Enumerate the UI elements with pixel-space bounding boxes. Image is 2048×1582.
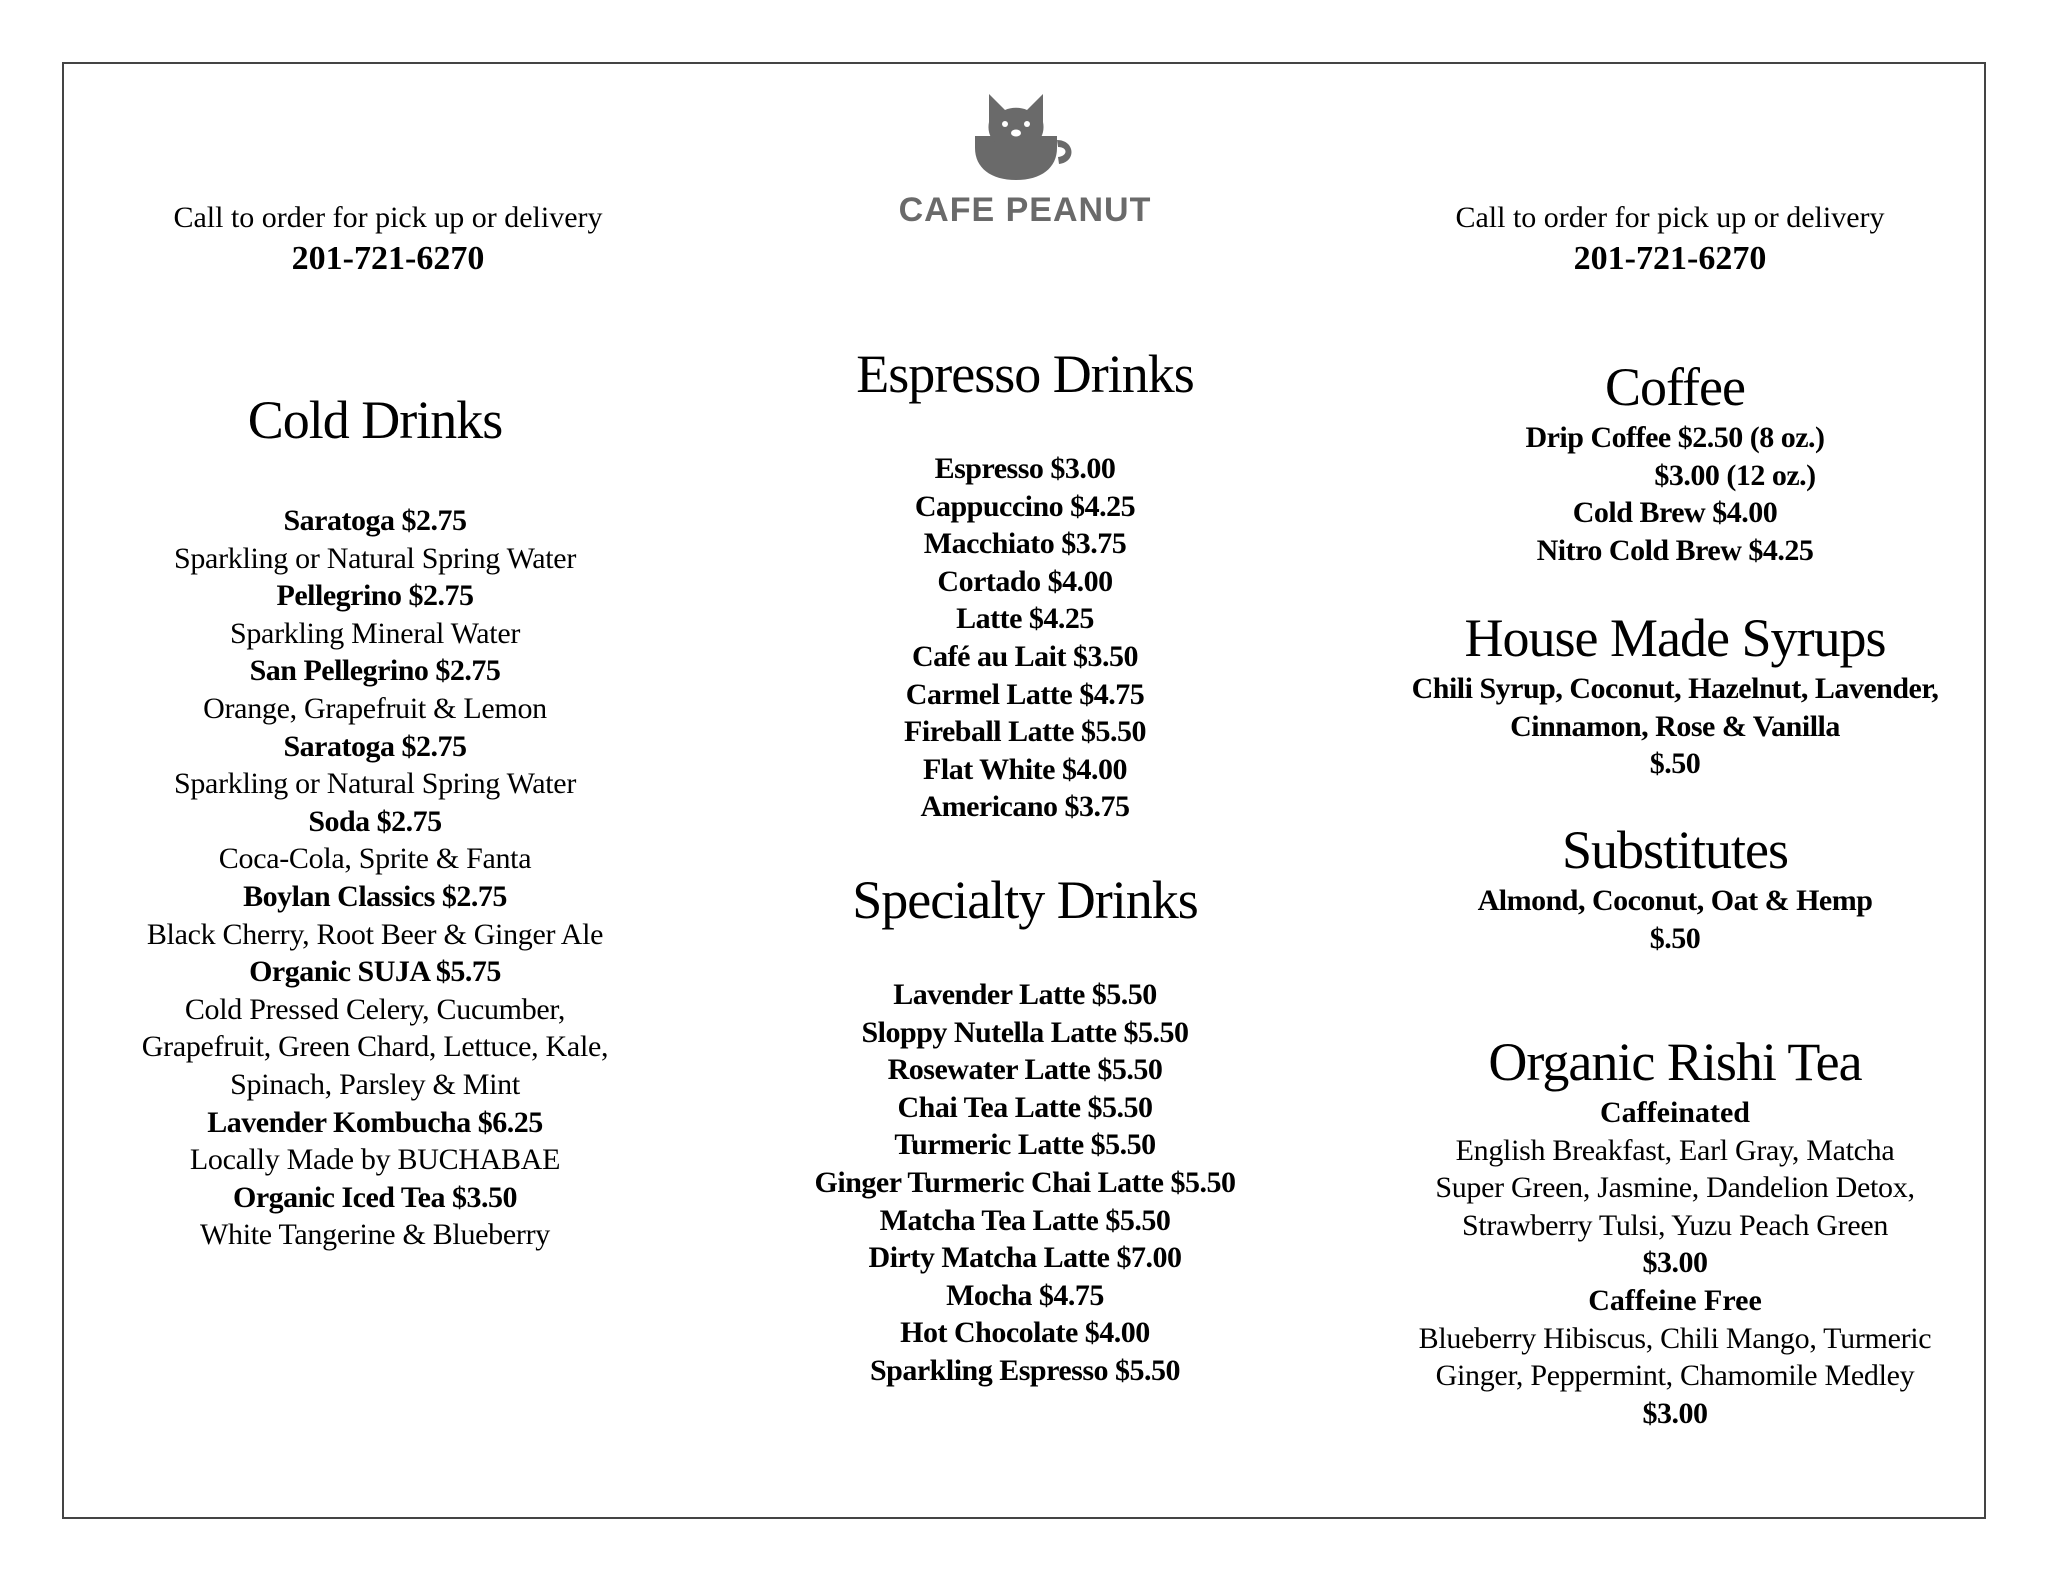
specialty-drinks-title: Specialty Drinks — [852, 870, 1198, 930]
cold-drink-item: Organic SUJA $5.75 — [249, 955, 501, 989]
espresso-drink-item: Latte $4.25 — [956, 602, 1094, 636]
dog-in-cup-logo-icon — [965, 88, 1085, 184]
cold-brew-item: Cold Brew $4.00 — [1572, 496, 1778, 530]
espresso-drinks-title: Espresso Drinks — [856, 344, 1194, 404]
caffeinated-price: $3.00 — [1642, 1246, 1708, 1280]
specialty-drink-item: Matcha Tea Latte $5.50 — [879, 1203, 1171, 1237]
specialty-drink-item: Ginger Turmeric Chai Latte $5.50 — [814, 1165, 1236, 1199]
cold-drink-desc: Coca-Cola, Sprite & Fanta — [218, 842, 532, 876]
contact-left — [88, 198, 688, 280]
cold-drink-desc: Sparkling or Natural Spring Water — [173, 767, 577, 801]
order-call-text: Call to order for pick up or delivery — [1455, 201, 1885, 234]
cold-drink-desc: Black Cherry, Root Beer & Ginger Ale — [146, 917, 604, 951]
specialty-drink-item: Sloppy Nutella Latte $5.50 — [861, 1015, 1189, 1049]
tea-desc-line: Strawberry Tulsi, Yuzu Peach Green — [1461, 1208, 1889, 1242]
substitutes-line: Almond, Coconut, Oat & Hemp — [1477, 884, 1873, 917]
specialty-drink-item: Turmeric Latte $5.50 — [894, 1128, 1156, 1162]
cold-drink-item: Organic Iced Tea $3.50 — [232, 1180, 517, 1214]
espresso-drink-item: Macchiato $3.75 — [923, 527, 1127, 561]
espresso-drink-item: Flat White $4.00 — [923, 752, 1127, 786]
syrups-title: House Made Syrups — [1464, 608, 1886, 668]
espresso-drink-item: Cappuccino $4.25 — [914, 489, 1136, 523]
cold-drink-desc: Orange, Grapefruit & Lemon — [203, 691, 547, 725]
phone-number[interactable]: 201-721-6270 — [291, 240, 485, 277]
caffeine-free-price: $3.00 — [1642, 1396, 1708, 1430]
specialty-drink-item: Sparkling Espresso $5.50 — [869, 1353, 1181, 1387]
cold-drinks-title: Cold Drinks — [247, 390, 503, 450]
brand-logo — [870, 88, 1180, 230]
cold-drink-item: Boylan Classics $2.75 — [243, 879, 507, 913]
cold-drink-item: Saratoga $2.75 — [283, 729, 467, 763]
specialty-drink-item: Chai Tea Latte $5.50 — [897, 1090, 1153, 1124]
cold-drink-item: Lavender Kombucha $6.25 — [207, 1105, 543, 1139]
tea-desc-line: Super Green, Jasmine, Dandelion Detox, — [1435, 1171, 1915, 1205]
brand-name: CAFE PEANUT — [898, 191, 1152, 229]
coffee-title: Coffee — [1605, 357, 1745, 417]
espresso-drink-item: Cortado $4.00 — [937, 564, 1113, 598]
cold-drink-desc: Cold Pressed Celery, Cucumber, — [184, 992, 566, 1026]
cold-drink-desc: White Tangerine & Blueberry — [200, 1218, 550, 1252]
order-call-text: Call to order for pick up or delivery — [173, 201, 603, 234]
tea-desc-line: Ginger, Peppermint, Chamomile Medley — [1435, 1359, 1915, 1393]
cold-drink-desc: Locally Made by BUCHABAE — [189, 1143, 561, 1177]
tea-title: Organic Rishi Tea — [1488, 1032, 1862, 1092]
espresso-drink-item: Carmel Latte $4.75 — [905, 677, 1145, 711]
specialty-drink-item: Mocha $4.75 — [946, 1278, 1104, 1312]
syrups-line: Cinnamon, Rose & Vanilla — [1510, 709, 1840, 743]
tea-desc-line: Blueberry Hibiscus, Chili Mango, Turmeric — [1418, 1321, 1932, 1355]
substitutes-price: $.50 — [1649, 921, 1701, 955]
specialty-drink-item: Hot Chocolate $4.00 — [900, 1316, 1150, 1350]
espresso-drink-item: Americano $3.75 — [920, 790, 1130, 824]
syrups-price: $.50 — [1649, 747, 1701, 781]
espresso-drink-item: Espresso $3.00 — [934, 452, 1116, 485]
specialty-drink-item: Dirty Matcha Latte $7.00 — [868, 1241, 1182, 1275]
drip-coffee-large-item: $3.00 (12 oz.) — [1654, 458, 1816, 492]
substitutes-title: Substitutes — [1561, 820, 1789, 880]
caffeinated-label: Caffeinated — [1600, 1096, 1750, 1129]
espresso-drinks-list — [725, 450, 1325, 826]
cold-drink-desc: Sparkling or Natural Spring Water — [173, 541, 577, 575]
syrups-line: Chili Syrup, Coconut, Hazelnut, Lavender, — [1411, 672, 1939, 705]
cold-drink-desc: Spinach, Parsley & Mint — [230, 1067, 520, 1101]
specialty-drink-item: Lavender Latte $5.50 — [893, 978, 1157, 1011]
coffee-section — [1375, 355, 1975, 569]
cold-drink-desc: Grapefruit, Green Chard, Lettuce, Kale, — [141, 1030, 609, 1064]
espresso-drink-item: Fireball Latte $5.50 — [904, 715, 1146, 749]
specialty-drink-item: Rosewater Latte $5.50 — [887, 1053, 1163, 1087]
drip-coffee-item: Drip Coffee $2.50 (8 oz.) — [1525, 421, 1825, 454]
tea-desc-line: English Breakfast, Earl Gray, Matcha — [1455, 1133, 1895, 1167]
specialty-drinks-list — [725, 976, 1325, 1390]
tea-section — [1375, 1030, 1975, 1432]
cold-drinks-section — [75, 388, 675, 1254]
nitro-cold-brew-item: Nitro Cold Brew $4.25 — [1536, 533, 1814, 567]
espresso-drink-item: Café au Lait $3.50 — [912, 639, 1138, 673]
syrups-section — [1375, 606, 1975, 783]
cold-drinks-list — [75, 502, 675, 1254]
cold-drink-item: San Pellegrino $2.75 — [249, 654, 501, 688]
contact-right — [1370, 198, 1970, 280]
caffeine-free-label: Caffeine Free — [1588, 1283, 1762, 1317]
cold-drink-item: Pellegrino $2.75 — [276, 579, 474, 613]
cold-drink-item: Saratoga $2.75 — [283, 504, 467, 537]
cold-drink-desc: Sparkling Mineral Water — [229, 616, 521, 650]
cold-drink-item: Soda $2.75 — [308, 804, 442, 838]
substitutes-section — [1375, 818, 1975, 957]
phone-number[interactable]: 201-721-6270 — [1573, 240, 1767, 277]
specialty-drinks-section — [725, 868, 1325, 1390]
espresso-drinks-section — [725, 342, 1325, 826]
